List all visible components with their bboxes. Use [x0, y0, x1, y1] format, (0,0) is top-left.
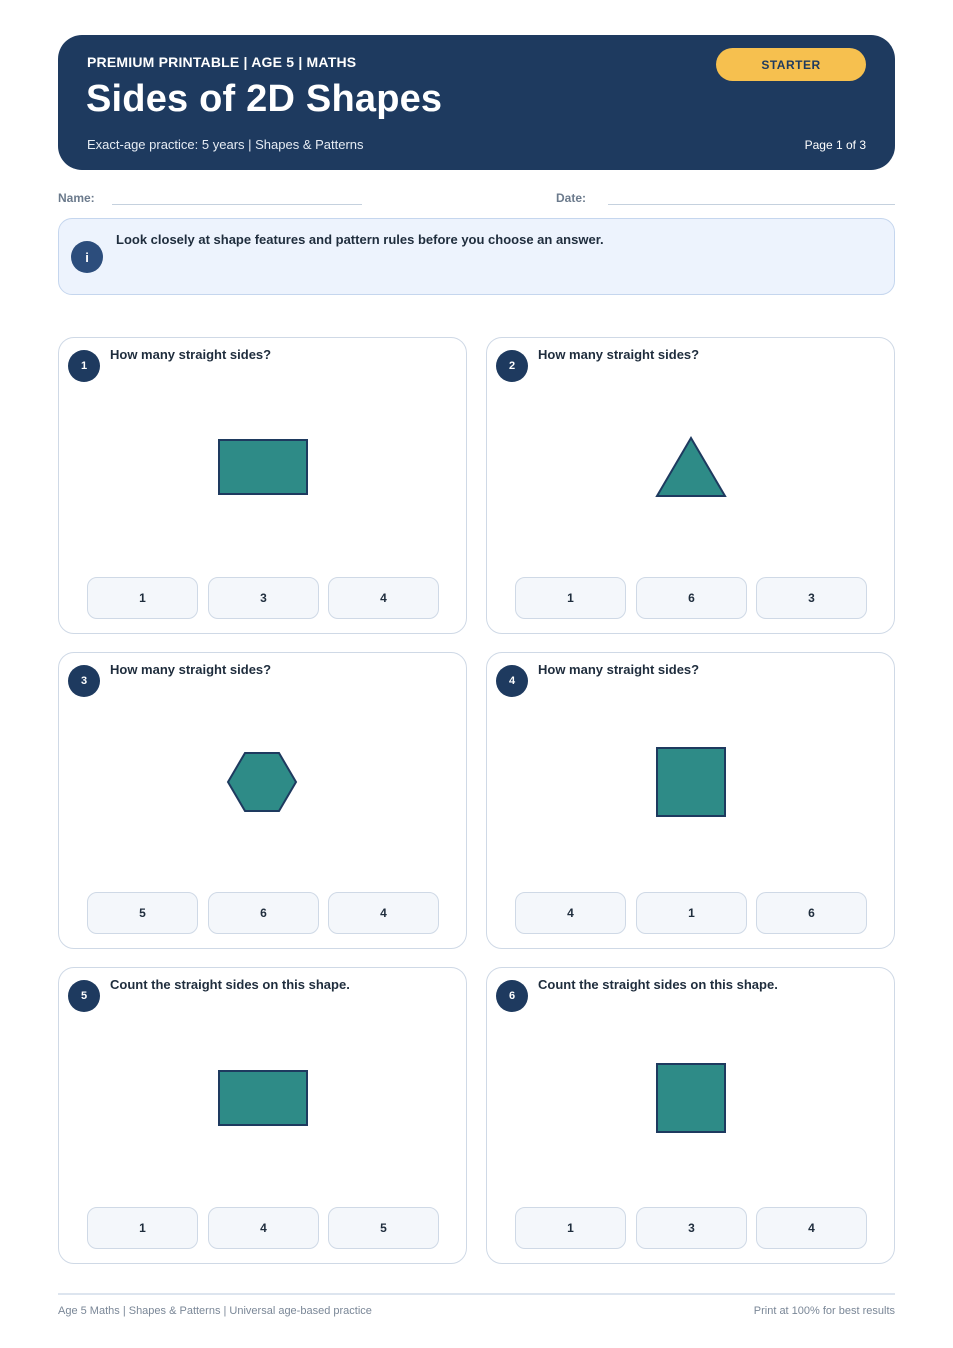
answer-option[interactable]: 6 [636, 577, 747, 619]
answer-option[interactable]: 6 [208, 892, 319, 934]
question-text: How many straight sides? [538, 662, 700, 677]
instruction-text: Look closely at shape features and pattern rules before you choose an answer. [116, 232, 604, 247]
footer-divider [58, 1293, 895, 1295]
answer-option[interactable]: 1 [515, 1207, 626, 1249]
answer-option[interactable]: 6 [756, 892, 867, 934]
question-text: How many straight sides? [538, 347, 700, 362]
question-card-1 [58, 337, 467, 634]
question-number: 4 [496, 665, 528, 697]
question-text: How many straight sides? [110, 662, 272, 677]
question-card-3 [58, 652, 467, 949]
answer-option[interactable]: 3 [208, 577, 319, 619]
question-text: How many straight sides? [110, 347, 272, 362]
question-number: 6 [496, 980, 528, 1012]
answer-option[interactable]: 4 [328, 892, 439, 934]
question-text: Count the straight sides on this shape. [110, 977, 350, 992]
page-title: Sides of 2D Shapes [86, 78, 443, 120]
answer-option[interactable]: 3 [756, 577, 867, 619]
answer-option[interactable]: 3 [636, 1207, 747, 1249]
answer-option[interactable]: 4 [515, 892, 626, 934]
header-subtitle: Exact-age practice: 5 years | Shapes & Patterns [87, 137, 364, 152]
question-card-2 [486, 337, 895, 634]
name-field[interactable] [112, 204, 362, 205]
footer-left-text: Age 5 Maths | Shapes & Patterns | Universal age-based practice [58, 1305, 372, 1317]
date-field[interactable] [608, 204, 895, 205]
name-label: Name: [58, 191, 95, 205]
answer-option[interactable]: 1 [87, 577, 198, 619]
footer-right-text: Print at 100% for best results [753, 1305, 895, 1317]
question-number: 5 [68, 980, 100, 1012]
question-card-6 [486, 967, 895, 1264]
question-text: Count the straight sides on this shape. [538, 977, 778, 992]
level-badge: STARTER [716, 48, 866, 81]
header-eyebrow: PREMIUM PRINTABLE | AGE 5 | MATHS [87, 54, 357, 70]
page-number: Page 1 of 3 [804, 138, 866, 152]
question-number: 2 [496, 350, 528, 382]
answer-option[interactable]: 1 [636, 892, 747, 934]
question-number: 1 [68, 350, 100, 382]
info-icon: i [71, 241, 103, 273]
question-card-5 [58, 967, 467, 1264]
question-number: 3 [68, 665, 100, 697]
answer-option[interactable]: 4 [328, 577, 439, 619]
instruction-notice [58, 218, 895, 295]
answer-option[interactable]: 5 [328, 1207, 439, 1249]
answer-option[interactable]: 4 [208, 1207, 319, 1249]
answer-option[interactable]: 5 [87, 892, 198, 934]
question-card-4 [486, 652, 895, 949]
worksheet-header [58, 35, 895, 170]
answer-option[interactable]: 4 [756, 1207, 867, 1249]
answer-option[interactable]: 1 [87, 1207, 198, 1249]
answer-option[interactable]: 1 [515, 577, 626, 619]
date-label: Date: [556, 191, 587, 205]
